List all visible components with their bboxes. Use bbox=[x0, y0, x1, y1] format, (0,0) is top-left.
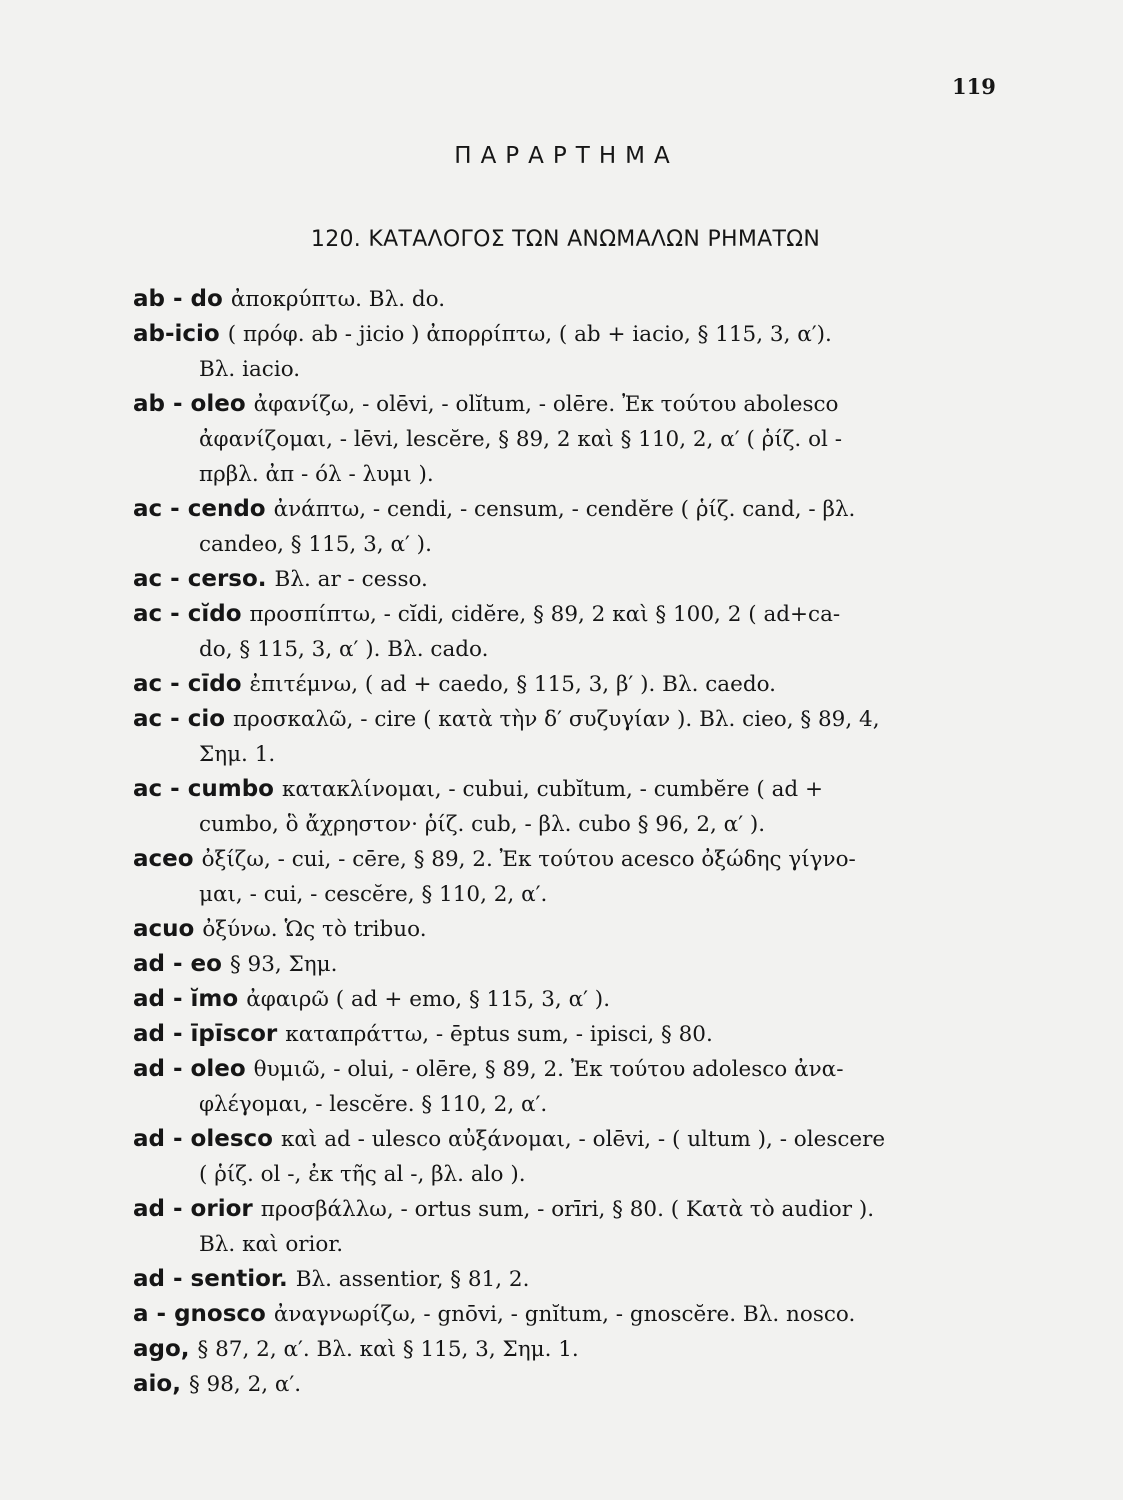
entry-continuation-line bbox=[133, 1157, 995, 1192]
verb-entry bbox=[133, 947, 995, 982]
entry-headword: ad - ĭmo bbox=[133, 986, 239, 1012]
verb-entry bbox=[133, 667, 995, 702]
verb-entry bbox=[133, 982, 995, 1017]
entry-first-line bbox=[133, 1052, 995, 1087]
entry-first-line bbox=[133, 1367, 995, 1402]
entry-text: Βλ. iacio. bbox=[199, 357, 301, 382]
entry-headword: ad - oleo bbox=[133, 1056, 246, 1082]
entry-text: candeo, § 115, 3, α′ ). bbox=[199, 532, 432, 557]
entry-headword: ad - sentior. bbox=[133, 1266, 288, 1292]
verb-entry bbox=[133, 387, 995, 492]
entry-text: ἀφανίζω, - olēvi, - olĭtum, - olēre. Ἐκ τούτου abolesco bbox=[253, 392, 839, 417]
entry-continuation-line bbox=[133, 877, 995, 912]
entry-headword: ago, bbox=[133, 1336, 190, 1362]
verb-entry bbox=[133, 702, 995, 772]
entry-first-line bbox=[133, 387, 995, 422]
verb-entry bbox=[133, 912, 995, 947]
entry-first-line bbox=[133, 982, 995, 1017]
entry-headword: ac - cumbo bbox=[133, 776, 274, 802]
entry-text: καταπράττω, - ēptus sum, - ipisci, § 80. bbox=[285, 1022, 713, 1047]
verb-entry bbox=[133, 282, 995, 317]
entry-text: ἐπιτέμνω, ( ad + caedo, § 115, 3, β′ ). Βλ. caedo. bbox=[249, 672, 776, 697]
verb-entry bbox=[133, 317, 995, 387]
verb-entry bbox=[133, 1332, 995, 1367]
entry-continuation-line bbox=[133, 527, 995, 562]
entry-first-line bbox=[133, 1297, 995, 1332]
entry-headword: ac - cerso. bbox=[133, 566, 267, 592]
entry-text: ἀναγνωρίζω, - gnōvi, - gnĭtum, - gnoscĕre. Βλ. nosco. bbox=[273, 1302, 856, 1327]
entry-text: Βλ. καὶ orior. bbox=[199, 1232, 344, 1257]
verb-entry bbox=[133, 562, 995, 597]
entry-first-line bbox=[133, 947, 995, 982]
entry-headword: ac - cīdo bbox=[133, 671, 242, 697]
entry-headword: ac - cio bbox=[133, 706, 226, 732]
entry-text: ἀφαιρῶ ( ad + emo, § 115, 3, α′ ). bbox=[246, 987, 611, 1012]
section-title: 120. ΚΑΤΑΛΟΓΟΣ ΤΩΝ ΑΝΩΜΑΛΩΝ ΡΗΜΑΤΩΝ bbox=[310, 227, 821, 252]
entry-first-line bbox=[133, 772, 995, 807]
entry-headword: a - gnosco bbox=[133, 1301, 266, 1327]
entry-first-line bbox=[133, 317, 995, 352]
entry-text: προσβάλλω, - ortus sum, - orīri, § 80. ( Κατὰ τὸ audior ). bbox=[260, 1197, 875, 1222]
entry-first-line bbox=[133, 282, 995, 317]
entry-text: ὀξίζω, - cui, - cēre, § 89, 2. Ἐκ τούτου acesco ὀξώδης γίγνο- bbox=[201, 847, 856, 872]
entry-first-line bbox=[133, 1122, 995, 1157]
entry-headword: ad - olesco bbox=[133, 1126, 273, 1152]
entry-continuation-line bbox=[133, 352, 995, 387]
entry-headword: ac - cĭdo bbox=[133, 601, 242, 627]
entry-headword: ab-icio bbox=[133, 321, 220, 347]
verb-list bbox=[133, 282, 995, 1402]
entry-text: Βλ. ar - cesso. bbox=[274, 567, 428, 592]
entry-headword: ab - oleo bbox=[133, 391, 246, 417]
verb-entry bbox=[133, 1297, 995, 1332]
appendix-title: ΠΑΡΑΡΤΗΜΑ bbox=[454, 143, 679, 169]
entry-headword: ac - cendo bbox=[133, 496, 266, 522]
entry-text: cumbo, ὃ ἄχρηστον· ῥίζ. cub, - βλ. cubo § 96, 2, α′ ). bbox=[199, 812, 766, 837]
entry-text: θυμιῶ, - olui, - olēre, § 89, 2. Ἐκ τούτου adolesco ἀνα- bbox=[253, 1057, 844, 1082]
entry-first-line bbox=[133, 912, 995, 947]
entry-headword: ad - eo bbox=[133, 951, 222, 977]
entry-first-line bbox=[133, 1262, 995, 1297]
verb-entry bbox=[133, 492, 995, 562]
entry-continuation-line bbox=[133, 457, 995, 492]
entry-text: § 93, Σημ. bbox=[229, 952, 338, 977]
verb-entry bbox=[133, 842, 995, 912]
entry-text: § 87, 2, α′. Βλ. καὶ § 115, 3, Σημ. 1. bbox=[197, 1337, 579, 1362]
entry-headword: ab - do bbox=[133, 286, 223, 312]
verb-entry bbox=[133, 1052, 995, 1122]
entry-text: ἀποκρύπτω. Βλ. do. bbox=[230, 287, 446, 312]
entry-first-line bbox=[133, 492, 995, 527]
entry-headword: aceo bbox=[133, 846, 194, 872]
entry-text: φλέγομαι, - lescĕre. § 110, 2, α′. bbox=[199, 1092, 548, 1117]
verb-entry bbox=[133, 1017, 995, 1052]
verb-entry bbox=[133, 1262, 995, 1297]
entry-text: μαι, - cui, - cescĕre, § 110, 2, α′. bbox=[199, 882, 548, 907]
entry-text: ( ῥίζ. ol -, ἐκ τῆς al -, βλ. alo ). bbox=[199, 1162, 526, 1187]
entry-text: καὶ ad - ulesco αὐξάνομαι, - olēvi, - ( ultum ), - olescere bbox=[280, 1127, 886, 1152]
entry-text: προσπίπτω, - cĭdi, cidĕre, § 89, 2 καὶ § 100, 2 ( ad+ca- bbox=[249, 602, 841, 627]
entry-continuation-line bbox=[133, 1227, 995, 1262]
entry-text: κατακλίνομαι, - cubui, cubĭtum, - cumbĕre ( ad + bbox=[281, 777, 823, 802]
verb-entry bbox=[133, 1367, 995, 1402]
entry-first-line bbox=[133, 667, 995, 702]
entry-text: § 98, 2, α′. bbox=[188, 1372, 302, 1397]
entry-text: do, § 115, 3, α′ ). Βλ. cado. bbox=[199, 637, 489, 662]
verb-entry bbox=[133, 772, 995, 842]
entry-first-line bbox=[133, 1017, 995, 1052]
entry-first-line bbox=[133, 597, 995, 632]
entry-first-line bbox=[133, 702, 995, 737]
entry-continuation-line bbox=[133, 807, 995, 842]
entry-text: ( πρόφ. ab - jicio ) ἀπορρίπτω, ( ab + iacio, § 115, 3, α′). bbox=[227, 322, 832, 347]
page-number: 119 bbox=[952, 74, 996, 99]
entry-text: Σημ. 1. bbox=[199, 742, 276, 767]
entry-first-line bbox=[133, 842, 995, 877]
verb-entry bbox=[133, 1122, 995, 1192]
entry-continuation-line bbox=[133, 632, 995, 667]
entry-continuation-line bbox=[133, 422, 995, 457]
entry-text: ὀξύνω. Ὡς τὸ tribuo. bbox=[202, 917, 427, 942]
entry-headword: ad - īpīscor bbox=[133, 1021, 278, 1047]
entry-headword: acuo bbox=[133, 916, 195, 942]
entry-headword: aio, bbox=[133, 1371, 181, 1397]
verb-entry bbox=[133, 597, 995, 667]
entry-first-line bbox=[133, 1192, 995, 1227]
entry-text: Βλ. assentior, § 81, 2. bbox=[295, 1267, 530, 1292]
entry-continuation-line bbox=[133, 737, 995, 772]
entry-first-line bbox=[133, 562, 995, 597]
entry-text: ἀνάπτω, - cendi, - censum, - cendĕre ( ῥίζ. cand, - βλ. bbox=[273, 497, 856, 522]
entry-continuation-line bbox=[133, 1087, 995, 1122]
entry-headword: ad - orior bbox=[133, 1196, 253, 1222]
entry-text: ἀφανίζομαι, - lēvi, lescĕre, § 89, 2 καὶ § 110, 2, α′ ( ῥίζ. ol - bbox=[199, 427, 842, 452]
entry-first-line bbox=[133, 1332, 995, 1367]
entry-text: πρβλ. ἀπ - όλ - λυμι ). bbox=[199, 462, 434, 487]
verb-entry bbox=[133, 1192, 995, 1262]
entry-text: προσκαλῶ, - cire ( κατὰ τὴν δ′ συζυγίαν ). Βλ. cieo, § 89, 4, bbox=[233, 707, 880, 732]
